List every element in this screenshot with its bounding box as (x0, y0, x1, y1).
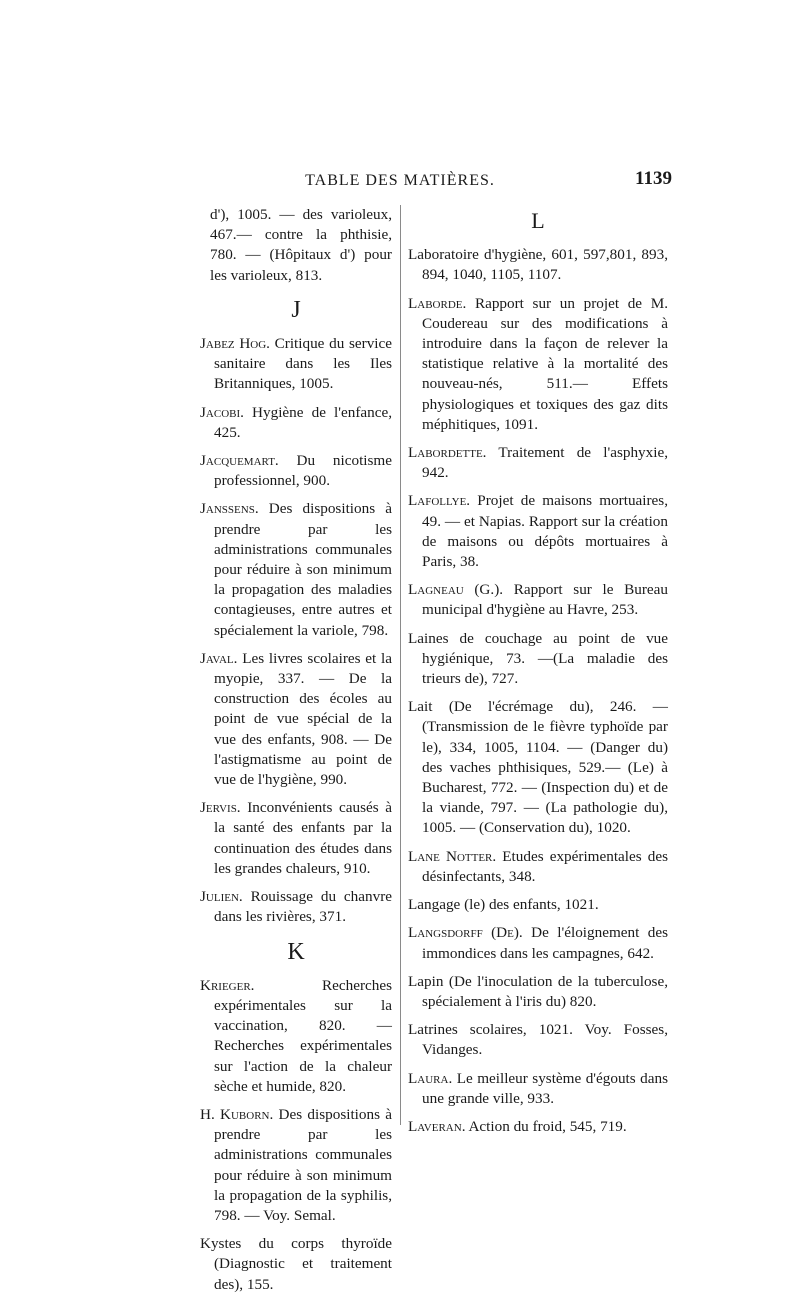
index-entry (408, 1117, 668, 1137)
entry-headword: Langage (408, 896, 461, 914)
entry-headword: Julien. (200, 888, 243, 906)
index-entry (408, 245, 668, 285)
column-divider (400, 205, 401, 1125)
entry-text: Le meilleur système d'égouts dans une grande ville, 933. (422, 1069, 668, 1107)
index-entry (408, 491, 668, 572)
entry-text: (De l'écrémage du), 246. — (Transmission de le fièvre typhoïde par le), 334, 1005, 1104. — (Danger du) des vaches phthisiques, 529.— (Le) à Bucharest, 772. — (Inspection du) et de la viande, 797. — (La pathologie du), 1005. — (Conservation du), 1020. (422, 698, 668, 837)
entry-text: Des dispositions à prendre par les administrations communales pour réduire à son minimum la propagation des maladies contagieuses, entre autres et spécialement la variole, 798. (214, 500, 392, 639)
index-entry (200, 976, 392, 1097)
entry-headword: Kystes (200, 1235, 242, 1253)
entry-text: du corps thyroïde (Diagnostic et traitement des), 155. (214, 1235, 392, 1293)
entry-headword: Krieger. (200, 976, 255, 994)
entry-headword: Jabez Hog. (200, 335, 270, 353)
running-title: TABLE DES MATIÈRES. (305, 172, 495, 189)
entry-text: De l'éloignement des immondices dans les campagnes, 642. (422, 924, 668, 962)
entry-text: Hygiène de l'enfance, 425. (214, 403, 392, 441)
index-entry (200, 499, 392, 640)
entry-text: Action du froid, 545, 719. (465, 1117, 627, 1135)
index-entry (408, 847, 668, 887)
entry-text: Critique du service sanitaire dans les Iles Britanniques, 1005. (214, 335, 392, 393)
entry-headword: Langsdorff (De). (408, 924, 523, 942)
index-entry (408, 895, 668, 915)
page-number: 1139 (635, 168, 672, 189)
entry-headword: Javal. (200, 649, 238, 667)
entry-headword: Lafollye. (408, 492, 471, 510)
right-column (408, 205, 668, 1145)
entry-text: Les livres scolaires et la myopie, 337. — De la construction des écoles au point de vue spécial de la vue des enfants, 908. — De l'astigmatisme au point de vue de l'hygiène, 990. (214, 649, 392, 789)
index-entry (200, 403, 392, 443)
index-entry (200, 1234, 392, 1295)
entry-headword: Jacquemart. (200, 452, 279, 470)
entry-text: de couchage au point de vue hygiénique, 73. —(La maladie des trieurs de), 727. (422, 629, 668, 688)
entry-text: Du nicotisme professionnel, 900. (214, 452, 392, 490)
entry-text: (le) des enfants, 1021. (460, 896, 599, 914)
entry-text: Des dispositions à prendre par les administrations communales pour réduire à son minimum la propagation de la syphilis, 798. — Voy. Semal. (214, 1105, 392, 1224)
index-entry (200, 1105, 392, 1226)
entry-headword: Lagneau (G.). (408, 581, 504, 599)
entry-headword: Labordette. (408, 444, 487, 462)
index-entry (200, 649, 392, 790)
index-entry (408, 1020, 668, 1060)
entry-text: Recherches expérimentales sur la vaccination, 820. — Recherches expérimentales sur l'action de la chaleur sèche et humide, 820. (214, 976, 392, 1095)
index-entry (408, 697, 668, 838)
index-entry (408, 629, 668, 690)
index-entry (408, 443, 668, 483)
entry-text: Etudes expérimentales des désinfectants, 348. (422, 847, 668, 885)
section-letter-l: L (531, 208, 545, 233)
entry-headword: Latrines (408, 1021, 458, 1039)
left-column (200, 205, 392, 1303)
index-entry (200, 887, 392, 927)
entry-headword: Laveran. (408, 1117, 466, 1135)
page-header (0, 168, 800, 192)
entry-headword: Janssens. (200, 500, 259, 518)
entry-text: Traitement de l'asphyxie, 942. (422, 444, 668, 482)
entry-text: Rapport sur un projet de M. Coudereau sur des modifications à introduire dans la façon de relever la statistique relative à la mortalité des nouveau-nés, 511.— Effets physiologiques et toxiques des gaz dits méphitiques, 1091. (422, 294, 668, 433)
entry-headword: Laines (408, 629, 449, 647)
entry-text: Inconvénients causés à la santé des enfants par la continuation des études dans les grandes chaleurs, 910. (214, 799, 392, 877)
entry-headword: Laboratoire (408, 246, 479, 264)
entry-headword: Jacobi. (200, 403, 244, 421)
entry-text: Rapport sur le Bureau municipal d'hygiène au Havre, 253. (422, 581, 668, 619)
index-entry (200, 798, 392, 879)
index-entry (200, 451, 392, 491)
entry-text: Rouissage du chanvre dans les rivières, 371. (214, 888, 392, 926)
entry-headword: Lait (408, 698, 433, 716)
index-entry (408, 580, 668, 620)
section-letter-k: K (287, 938, 305, 965)
index-entry (408, 923, 668, 963)
entry-headword: Lane Notter. (408, 847, 497, 865)
entry-headword: H. Kuborn. (200, 1105, 274, 1123)
entry-text: d'hygiène, 601, 597,801, 893, 894, 1040, 1105, 1107. (422, 246, 668, 284)
entry-text: Projet de maisons mortuaires, 49. — et Napias. Rapport sur la création de maisons ou dépôts mortuaires à Paris, 38. (422, 492, 668, 571)
entry-headword: Lapin (408, 972, 444, 990)
entry-headword: Laborde. (408, 294, 467, 312)
continuation-entry: d'), 1005. — des varioleux, 467.— contre la phthisie, 780. — (Hôpitaux d') pour les varioleux, 813. (210, 206, 392, 284)
section-letter-j: J (291, 296, 301, 323)
entry-text: (De l'inoculation de la tuberculose, spécialement à l'iris du) 820. (422, 972, 668, 1010)
index-entry (408, 294, 668, 435)
entry-text: scolaires, 1021. Voy. Fosses, Vidanges. (422, 1021, 668, 1059)
entry-headword: Jervis. (200, 799, 241, 817)
entry-headword: Laura. (408, 1069, 453, 1087)
index-entry (408, 1069, 668, 1109)
index-entry (408, 972, 668, 1012)
index-entry (200, 334, 392, 395)
